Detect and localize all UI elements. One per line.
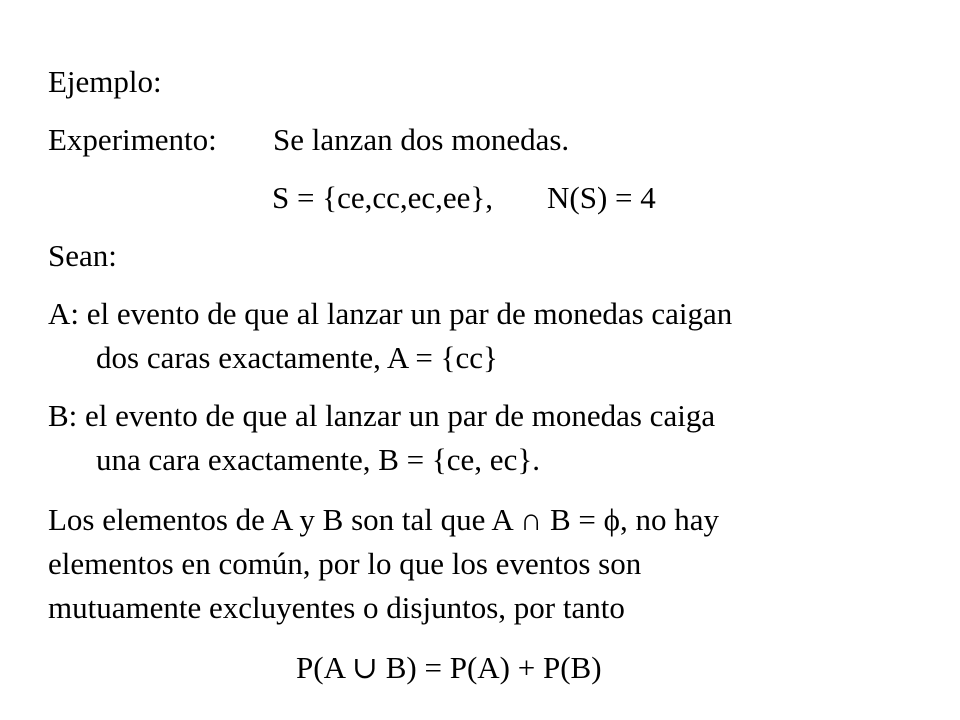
event-a-line-1: A: el evento de que al lanzar un par de monedas caigan [48, 296, 733, 331]
heading: Ejemplo: [48, 64, 162, 99]
conclusion-line-1: Los elementos de A y B son tal que A ∩ B = ϕ, no hay [48, 502, 719, 537]
sample-count: N(S) = 4 [547, 180, 656, 215]
conclusion-line-3: mutuamente excluyentes o disjuntos, por tanto [48, 590, 625, 625]
event-b-line-1: B: el evento de que al lanzar un par de monedas caiga [48, 398, 716, 433]
event-a-line-2: dos caras exactamente, A = {cc} [96, 340, 498, 375]
conclusion-line-2: elementos en común, por lo que los eventos son [48, 546, 642, 581]
experiment-label: Experimento: [48, 122, 217, 157]
probability-formula: P(A ∪ B) = P(A) + P(B) [296, 650, 602, 685]
event-b-line-2: una cara exactamente, B = {ce, ec}. [96, 442, 540, 477]
sean-label: Sean: [48, 238, 117, 273]
sample-space: S = {ce,cc,ec,ee}, [272, 180, 494, 215]
experiment-text: Se lanzan dos monedas. [273, 122, 570, 157]
